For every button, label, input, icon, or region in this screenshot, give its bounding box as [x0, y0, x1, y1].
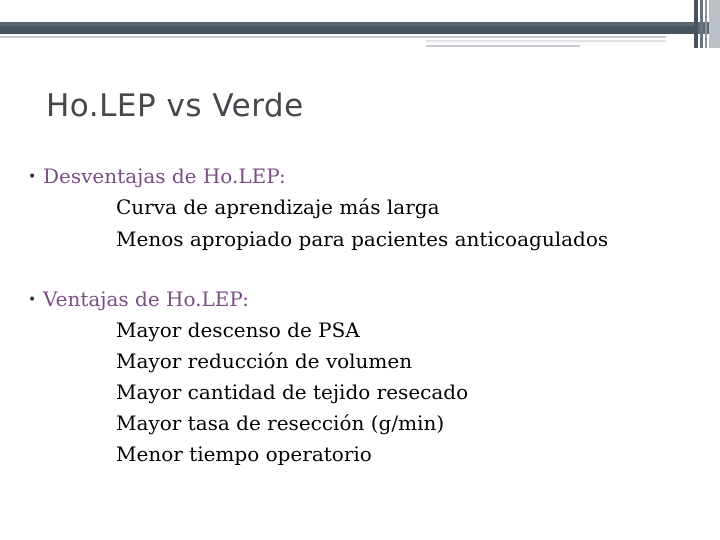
bullet-icon: •: [28, 292, 37, 308]
corner-bar: [709, 0, 720, 48]
list-item: Curva de aprendizaje más larga: [116, 195, 440, 219]
corner-decoration: [694, 0, 720, 48]
section-heading: [43, 164, 286, 188]
bullet-icon: •: [28, 169, 37, 185]
list-item: Mayor reducción de volumen: [116, 349, 413, 373]
header-rule: [0, 36, 666, 38]
header-rule-short: [426, 45, 580, 47]
corner-bar: [700, 0, 703, 48]
section-heading: [43, 287, 249, 311]
corner-bar: [694, 0, 698, 48]
list-item: Menor tiempo operatorio: [116, 442, 372, 466]
list-item: Mayor tasa de resección (g/min): [116, 411, 445, 435]
header-rule-accent: [426, 40, 666, 42]
section-heading-text: Ventajas de Ho.LEP:: [43, 287, 249, 311]
slide-title: Ho.LEP vs Verde: [46, 88, 304, 124]
list-item: Mayor descenso de PSA: [116, 318, 360, 342]
list-item: Mayor cantidad de tejido resecado: [116, 380, 469, 404]
list-item: Menos apropiado para pacientes anticoagulados: [116, 227, 609, 251]
section-heading-text: Desventajas de Ho.LEP:: [43, 164, 286, 188]
corner-bar: [705, 0, 707, 48]
header-band-dark: [0, 26, 696, 34]
